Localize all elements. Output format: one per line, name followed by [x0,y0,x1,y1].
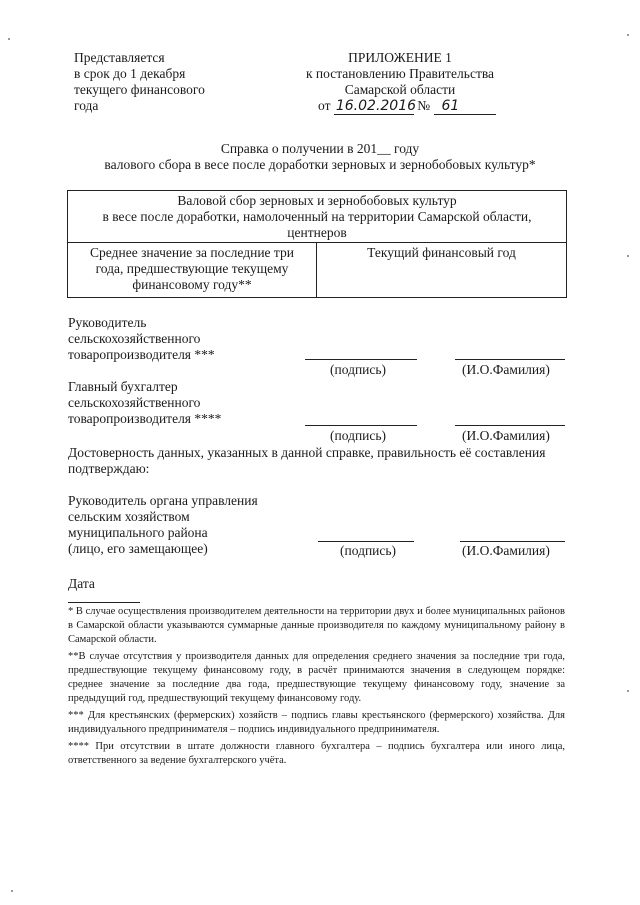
accountant-sign-caption: (подпись) [330,428,387,443]
date-label: Дата [68,576,95,591]
table-col-current: Текущий финансовый год [367,245,516,260]
footnote-1: * В случае осуществления производителем деятельности на территории двух и более муниципальных районов в Самарской области указываются суммарные данные производителя по каждому муниципальному району в Самарской области. [68,606,565,645]
authority-name-caption: (И.О.Фамилия) [462,543,550,558]
appendix-line: к постановлению Правительства [305,66,495,81]
col-average-line: финансовому году** [132,277,252,292]
authority-label-line: муниципального района [68,525,208,540]
submission-line: текущего финансового [74,82,205,97]
submission-note [74,50,205,114]
accountant-label-line: сельскохозяйственного [68,395,201,410]
accountant-label-line: товаропроизводителя **** [68,411,222,426]
submission-line: в срок до 1 декабря [74,66,186,81]
appendix-date-line [318,98,496,115]
head-name-line [455,359,565,360]
scan-speck [11,890,13,892]
head-label-line: товаропроизводителя *** [68,347,215,362]
head-label-line: Руководитель [68,315,147,330]
authority-signature-line [318,541,414,542]
accountant-signature-line [305,425,417,426]
footnote-4: **** При отсутствии в штате должности главного бухгалтера – подпись бухгалтера или иного лица, ответственного за ведение бухгалтерского учёта. [68,741,565,766]
confirmation-line: Достоверность данных, указанных в данной справке, правильность её составления [68,445,546,460]
scan-speck [627,690,629,692]
footnote-2: **В случае отсутствия у производителя данных для определения среднего значения за последние три года, предшествующие текущему финансовому году, в расчёт принимаются значения в следующем порядке: среднее значение за последние два года, предшествующие текущему финансовому году, значение за предыдущий год, предшествующий текущему финансовому году. [68,651,565,704]
footnote-3: *** Для крестьянских (фермерских) хозяйств – подпись главы крестьянского (фермерского) хозяйства. Для индивидуального предпринимателя – подпись индивидуального предпринимателя. [68,710,565,735]
submission-line: Представляется [74,50,165,65]
handwritten-date: 16.02.2016 [335,98,417,114]
title-line: валового сбора в весе после доработки зерновых и зернобобовых культур* [104,157,536,172]
footnote-separator [68,602,140,603]
head-label-line: сельскохозяйственного [68,331,201,346]
col-average-line: года, предшествующие текущему [95,261,289,276]
head-name-caption: (И.О.Фамилия) [462,362,550,377]
scan-speck [8,38,10,40]
accountant-signature-label [68,379,221,427]
appendix-line: Самарской области [344,82,456,97]
document-title [60,141,580,173]
authority-label-line: (лицо, его замещающее) [68,541,208,556]
accountant-label-line: Главный бухгалтер [68,379,178,394]
confirmation-text [68,445,568,477]
table-header-line: центнеров [287,225,347,240]
authority-label-line: Руководитель органа управления [68,493,258,508]
submission-line: года [74,98,99,113]
harvest-table [67,190,567,298]
head-signature-label [68,315,215,363]
date-prefix: от [318,98,331,113]
table-header [68,193,566,241]
number-sign: № [417,98,431,113]
table-header-line: в весе после доработки, намолоченный на территории Самарской области, [102,209,532,224]
authority-signature-label [68,493,258,557]
confirmation-line: подтверждаю: [68,461,150,476]
accountant-name-caption: (И.О.Фамилия) [462,428,550,443]
authority-name-line [460,541,565,542]
authority-label-line: сельским хозяйством [68,509,190,524]
table-header-line: Валовой сбор зерновых и зернобобовых культур [177,193,457,208]
scan-speck [627,255,629,257]
table-col-average [68,245,316,293]
head-sign-caption: (подпись) [330,362,387,377]
footnotes [68,605,565,768]
table-divider [68,242,566,243]
accountant-name-line [455,425,565,426]
authority-sign-caption: (подпись) [340,543,397,558]
head-signature-line [305,359,417,360]
handwritten-number: 61 [434,98,496,115]
appendix-block [300,50,500,98]
title-line: Справка о получении в 201__ году [220,141,420,156]
col-average-line: Среднее значение за последние три [90,245,294,260]
scan-speck [627,34,629,36]
appendix-title: ПРИЛОЖЕНИЕ 1 [348,50,452,65]
